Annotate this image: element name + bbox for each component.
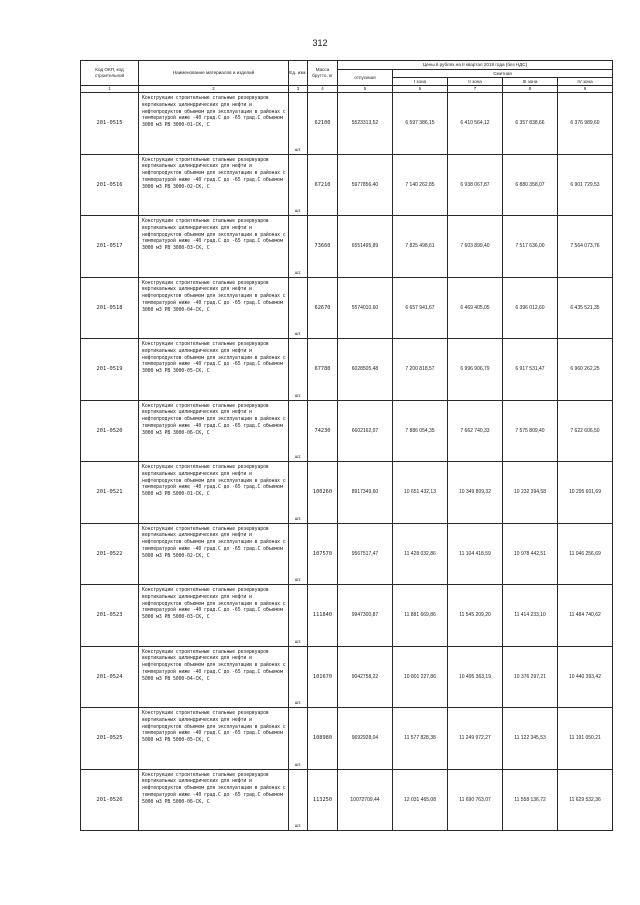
table-row	[81, 277, 613, 339]
product-description	[139, 277, 289, 339]
column-number: 7	[448, 86, 503, 93]
column-number: 6	[393, 86, 448, 93]
column-number: 9	[558, 86, 613, 93]
column-number: 2	[139, 86, 289, 93]
product-code: 201-0524	[81, 646, 139, 708]
unit-cell: шт.	[289, 646, 308, 708]
gross-mass: 113250	[308, 769, 338, 831]
zone-2-price: 7 662 740,33	[448, 400, 503, 462]
description-tail: 3000 м3 РВ 3000-05-СК, С	[142, 368, 210, 375]
zone-1-price: 7 886 054,35	[393, 400, 448, 462]
release-price: 6602162,97	[338, 400, 393, 462]
unit-cell: шт.	[289, 339, 308, 401]
product-code: 201-0521	[81, 462, 139, 524]
product-code: 201-0518	[81, 277, 139, 339]
release-price: 5523313,52	[338, 93, 393, 155]
product-description	[139, 523, 289, 585]
zone-4-price: 10 440 393,42	[558, 646, 613, 708]
description-tail: 3000 м3 РВ 3000-03-СК, С	[142, 245, 210, 252]
unit-cell: шт.	[289, 277, 308, 339]
release-price: 9567517,47	[338, 523, 393, 585]
release-price: 10072709,44	[338, 769, 393, 831]
description-tail: 5000 м3 РВ 5000-03-СК, С	[142, 614, 210, 621]
description-common: Конструкции строительные стальные резервуаров вертикальных цилиндрических для нефти и нефтепродуктов объемом для эксплуатации в районах с температурой ниже -40 град.С до -65 град.С объемом	[142, 771, 286, 798]
product-description	[139, 93, 289, 155]
description-common: Конструкции строительные стальные резервуаров вертикальных цилиндрических для нефти и нефтепродуктов объемом для эксплуатации в районах с температурой ниже -40 град.С до -65 град.С объемом	[142, 95, 286, 122]
gross-mass: 67780	[308, 339, 338, 401]
zone-4-price: 6 901 729,53	[558, 154, 613, 216]
description-tail: 5000 м3 РВ 5000-02-СК, С	[142, 552, 210, 559]
description-common: Конструкции строительные стальные резервуаров вертикальных цилиндрических для нефти и нефтепродуктов объемом для эксплуатации в районах с температурой ниже -40 град.С до -65 град.С объемом	[142, 218, 286, 245]
header-zone-2: II зона	[448, 78, 503, 86]
description-common: Конструкции строительные стальные резервуаров вертикальных цилиндрических для нефти и нефтепродуктов объемом для эксплуатации в районах с температурой ниже -40 град.С до -65 град.С объемом	[142, 156, 286, 183]
table-body	[81, 93, 613, 831]
release-price: 9042758,22	[338, 646, 393, 708]
description-tail: 3000 м3 РВ 3000-04-СК, С	[142, 306, 210, 313]
product-description	[139, 769, 289, 831]
description-common: Конструкции строительные стальные резервуаров вертикальных цилиндрических для нефти и нефтепродуктов объемом для эксплуатации в районах с температурой ниже -40 град.С до -65 град.С объемом	[142, 587, 286, 614]
zone-2-price: 6 996 906,79	[448, 339, 503, 401]
release-price: 6551495,89	[338, 216, 393, 278]
header-zone-4: IV зона	[558, 78, 613, 86]
table-row	[81, 646, 613, 708]
zone-2-price: 10 495 363,19	[448, 646, 503, 708]
zone-1-price: 11 881 669,86	[393, 585, 448, 647]
column-number: 3	[289, 86, 308, 93]
description-common: Конструкции строительные стальные резервуаров вертикальных цилиндрических для нефти и нефтепродуктов объемом для эксплуатации в районах с температурой ниже -40 град.С до -65 град.С объемом	[142, 648, 286, 675]
table-row	[81, 708, 613, 770]
product-code: 201-0525	[81, 708, 139, 770]
description-common: Конструкции строительные стальные резервуаров вертикальных цилиндрических для нефти и нефтепродуктов объемом для эксплуатации в районах с температурой ниже -40 град.С до -65 град.С объемом	[142, 402, 286, 429]
product-code: 201-0522	[81, 523, 139, 585]
product-description	[139, 216, 289, 278]
zone-1-price: 10 651 432,13	[393, 462, 448, 524]
description-tail: 5000 м3 РВ 5000-04-СК, С	[142, 675, 210, 682]
description-common: Конструкции строительные стальные резервуаров вертикальных цилиндрических для нефти и нефтепродуктов объемом для эксплуатации в районах с температурой ниже -40 град.С до -65 град.С объемом	[142, 710, 286, 737]
header-release-price: отпускная	[338, 70, 393, 86]
table-row	[81, 585, 613, 647]
product-code: 201-0520	[81, 400, 139, 462]
zone-1-price: 7 825 498,61	[393, 216, 448, 278]
gross-mass: 111840	[308, 585, 338, 647]
table-header	[81, 61, 613, 93]
column-number-row	[81, 86, 613, 93]
unit-cell: шт.	[289, 708, 308, 770]
zone-4-price: 11 046 256,69	[558, 523, 613, 585]
zone-3-price: 10 978 442,51	[503, 523, 558, 585]
table-row	[81, 523, 613, 585]
zone-3-price: 6 917 531,47	[503, 339, 558, 401]
description-tail: 5000 м3 РВ 5000-01-СК, С	[142, 491, 210, 498]
gross-mass: 73660	[308, 216, 338, 278]
product-code: 201-0517	[81, 216, 139, 278]
zone-2-price: 11 545 209,20	[448, 585, 503, 647]
unit-cell: шт.	[289, 585, 308, 647]
zone-4-price: 7 564 073,76	[558, 216, 613, 278]
table-row	[81, 400, 613, 462]
column-number: 1	[81, 86, 139, 93]
zone-3-price: 6 880 358,07	[503, 154, 558, 216]
unit-cell: шт.	[289, 216, 308, 278]
zone-4-price: 6 435 521,35	[558, 277, 613, 339]
zone-2-price: 7 603 899,40	[448, 216, 503, 278]
zone-3-price: 7 575 809,40	[503, 400, 558, 462]
release-price: 5574010,60	[338, 277, 393, 339]
zone-2-price: 6 938 067,87	[448, 154, 503, 216]
unit-cell: шт.	[289, 93, 308, 155]
column-number: 4	[308, 86, 338, 93]
zone-4-price: 11 629 532,36	[558, 769, 613, 831]
description-tail: 3000 м3 РВ 3000-06-СК, С	[142, 429, 210, 436]
product-description	[139, 400, 289, 462]
zone-3-price: 10 376 297,21	[503, 646, 558, 708]
description-tail: 5000 м3 РВ 5000-05-СК, С	[142, 737, 210, 744]
zone-4-price: 6 376 989,60	[558, 93, 613, 155]
unit-cell: шт.	[289, 400, 308, 462]
product-description	[139, 646, 289, 708]
table-row	[81, 769, 613, 831]
zone-2-price: 11 690 763,07	[448, 769, 503, 831]
description-common: Конструкции строительные стальные резервуаров вертикальных цилиндрических для нефти и нефтепродуктов объемом для эксплуатации в районах с температурой ниже -40 град.С до -65 град.С объемом	[142, 464, 286, 491]
unit-cell: шт.	[289, 154, 308, 216]
product-code: 201-0526	[81, 769, 139, 831]
zone-3-price: 10 232 394,58	[503, 462, 558, 524]
gross-mass: 67210	[308, 154, 338, 216]
product-description	[139, 585, 289, 647]
header-estimate: Сметная	[393, 70, 613, 78]
zone-3-price: 7 517 636,00	[503, 216, 558, 278]
zone-4-price: 10 295 601,69	[558, 462, 613, 524]
table-row	[81, 462, 613, 524]
zone-3-price: 11 122 345,53	[503, 708, 558, 770]
zone-1-price: 11 428 032,86	[393, 523, 448, 585]
table-row	[81, 216, 613, 278]
zone-3-price: 6 357 838,66	[503, 93, 558, 155]
product-description	[139, 339, 289, 401]
release-price: 9692928,04	[338, 708, 393, 770]
table-row	[81, 93, 613, 155]
table-row	[81, 154, 613, 216]
header-unit: Ед. изм.	[289, 61, 308, 86]
description-tail: 3000 м3 РВ 3000-01-СК, С	[142, 122, 210, 129]
gross-mass: 108980	[308, 708, 338, 770]
price-table	[80, 60, 613, 831]
zone-4-price: 7 622 606,50	[558, 400, 613, 462]
description-common: Конструкции строительные стальные резервуаров вертикальных цилиндрических для нефти и нефтепродуктов объемом для эксплуатации в районах с температурой ниже -40 град.С до -65 град.С объемом	[142, 279, 286, 306]
header-code: Код ОКП, код строительной	[81, 61, 139, 86]
zone-4-price: 11 484 740,62	[558, 585, 613, 647]
zone-4-price: 11 191 050,21	[558, 708, 613, 770]
zone-3-price: 11 558 136,72	[503, 769, 558, 831]
header-zone-1: I зона	[393, 78, 448, 86]
zone-1-price: 6 597 386,15	[393, 93, 448, 155]
description-tail: 3000 м3 РВ 3000-02-СК, С	[142, 183, 210, 190]
release-price: 8917349,60	[338, 462, 393, 524]
zone-1-price: 12 031 465,08	[393, 769, 448, 831]
product-description	[139, 154, 289, 216]
zone-3-price: 11 414 233,10	[503, 585, 558, 647]
page-number: 312	[312, 38, 328, 48]
header-price-group: Цены в рублях на II квартал 2018 года (без НДС)	[338, 61, 613, 70]
release-price: 9947300,87	[338, 585, 393, 647]
column-number: 8	[503, 86, 558, 93]
zone-2-price: 6 469 405,05	[448, 277, 503, 339]
table-row	[81, 339, 613, 401]
header-mass: Масса брутто, кг	[308, 61, 338, 86]
unit-cell: шт.	[289, 769, 308, 831]
zone-2-price: 6 410 564,12	[448, 93, 503, 155]
gross-mass: 107570	[308, 523, 338, 585]
gross-mass: 62670	[308, 277, 338, 339]
product-code: 201-0516	[81, 154, 139, 216]
header-name: Наименование материалов и изделий	[139, 61, 289, 86]
gross-mass: 101670	[308, 646, 338, 708]
zone-1-price: 10 801 227,86	[393, 646, 448, 708]
zone-2-price: 11 249 972,27	[448, 708, 503, 770]
zone-1-price: 7 200 818,57	[393, 339, 448, 401]
release-price: 6028505,48	[338, 339, 393, 401]
product-description	[139, 462, 289, 524]
product-code: 201-0523	[81, 585, 139, 647]
product-code: 201-0515	[81, 93, 139, 155]
zone-3-price: 6 396 012,60	[503, 277, 558, 339]
header-zone-3: III зона	[503, 78, 558, 86]
zone-2-price: 10 349 809,32	[448, 462, 503, 524]
description-tail: 5000 м3 РВ 5000-06-СК, С	[142, 798, 210, 805]
zone-4-price: 6 960 262,25	[558, 339, 613, 401]
release-price: 5977856,40	[338, 154, 393, 216]
zone-2-price: 11 104 418,59	[448, 523, 503, 585]
product-description	[139, 708, 289, 770]
gross-mass: 74230	[308, 400, 338, 462]
gross-mass: 100260	[308, 462, 338, 524]
unit-cell: шт.	[289, 523, 308, 585]
zone-1-price: 11 577 828,38	[393, 708, 448, 770]
unit-cell: шт.	[289, 462, 308, 524]
description-common: Конструкции строительные стальные резервуаров вертикальных цилиндрических для нефти и нефтепродуктов объемом для эксплуатации в районах с температурой ниже -40 град.С до -65 град.С объемом	[142, 525, 286, 552]
gross-mass: 62100	[308, 93, 338, 155]
description-common: Конструкции строительные стальные резервуаров вертикальных цилиндрических для нефти и нефтепродуктов объемом для эксплуатации в районах с температурой ниже -40 град.С до -65 град.С объемом	[142, 341, 286, 368]
zone-1-price: 7 140 262,85	[393, 154, 448, 216]
product-code: 201-0519	[81, 339, 139, 401]
column-number: 5	[338, 86, 393, 93]
zone-1-price: 6 657 941,67	[393, 277, 448, 339]
